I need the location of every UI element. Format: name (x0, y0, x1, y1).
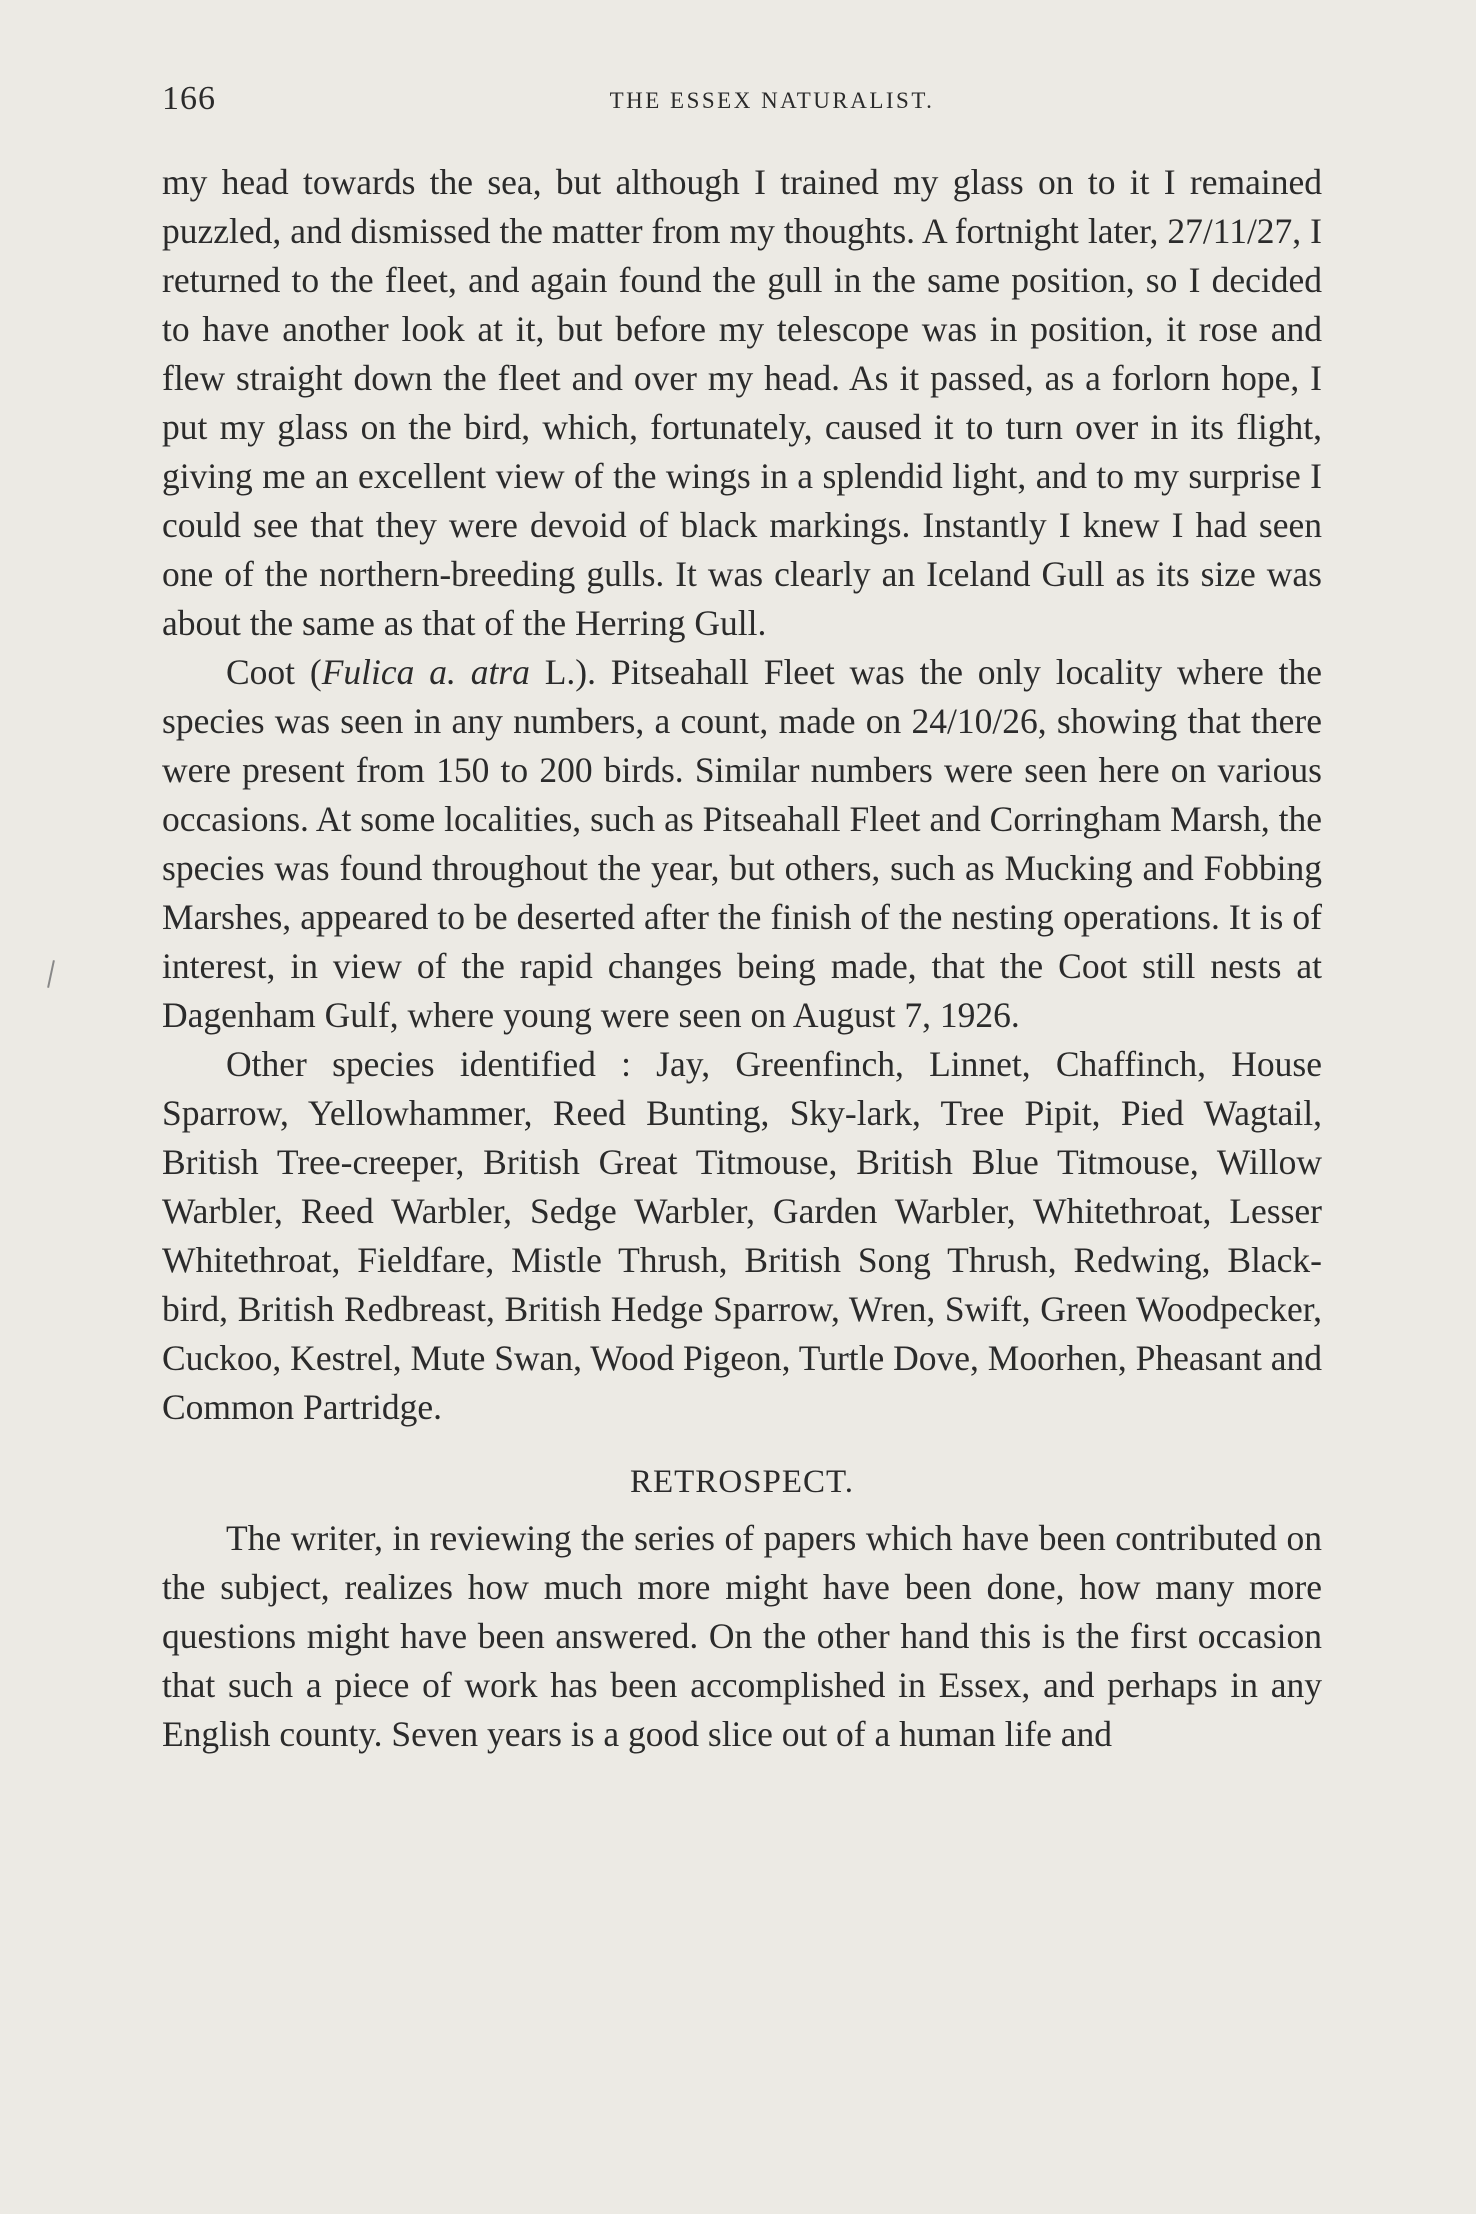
coot-text: Pitseahall Fleet was the only locality where the species was seen in any numbers, a count, made on 24/10/26, showing that there were present from 150 to 200 birds. Similar numbers were seen here on various occasions. At some localities, such as Pitseahall Fleet and Corringham Marsh, the species was found throughout the year, but others, such as Mucking and Fobbing Marshes, appeared to be deserted after the finish of the nesting operations. It is of interest, in view of the rapid changes being made, that the Coot still nests at Dagenham Gulf, where young were seen on August 7, 1926. (162, 652, 1322, 1035)
margin-pencil-mark (47, 960, 55, 988)
coot-author: L.). (529, 652, 596, 692)
coot-species-name: Fulica a. atra (321, 652, 530, 692)
paragraph-other-species: Other species identified : Jay, Greenfinch, Linnet, Chaffinch, House Sparrow, Yellowhammer, Reed Bunting, Sky-lark, Tree Pipit, Pied Wagtail, British Tree-creeper, British Great Titmouse, British Blue Titmouse, Willow Warbler, Reed Warbler, Sedge Warbler, Garden Warbler, Whitethroat, Lesser Whitethroat, Fieldfare, Mistle Thrush, British Song Thrush, Redwing, Black-bird, British Redbreast, British Hedge Sparrow, Wren, Swift, Green Woodpecker, Cuckoo, Kestrel, Mute Swan, Wood Pigeon, Turtle Dove, Moorhen, Pheasant and Common Partridge. (162, 1044, 1322, 1427)
section-heading-retrospect: RETROSPECT. (629, 1464, 854, 1500)
paragraph-coot (162, 648, 1322, 1040)
body-text (162, 158, 1322, 1759)
paragraph-iceland-gull: my head towards the sea, but although I trained my glass on to it I remained puzzled, and dismissed the matter from my thoughts. A fortnight later, 27/11/27, I returned to the fleet, and again found the gull in the same position, so I decided to have another look at it, but before my telescope was in position, it rose and flew straight down the fleet and over my head. As it passed, as a forlorn hope, I put my glass on the bird, which, fortunately, caused it to turn over in its flight, giving me an excellent view of the wings in a splendid light, and to my surprise I could see that they were devoid of black markings. Instantly I knew I had seen one of the northern-breeding gulls. It was clearly an Iceland Gull as its size was about the same as that of the Herring Gull. (162, 162, 1322, 643)
page-number: 166 (162, 80, 216, 117)
running-head (162, 80, 1322, 130)
paragraph-retrospect: The writer, in reviewing the series of papers which have been contributed on the subject, realizes how much more might have been done, how many more questions might have been answered. On the other hand this is the first occasion that such a piece of work has been accomplished in Essex, and perhaps in any English county. Seven years is a good slice out of a human life and (162, 1518, 1322, 1754)
journal-title: THE ESSEX NATURALIST. (609, 88, 935, 113)
coot-lead: Coot ( (226, 652, 322, 692)
